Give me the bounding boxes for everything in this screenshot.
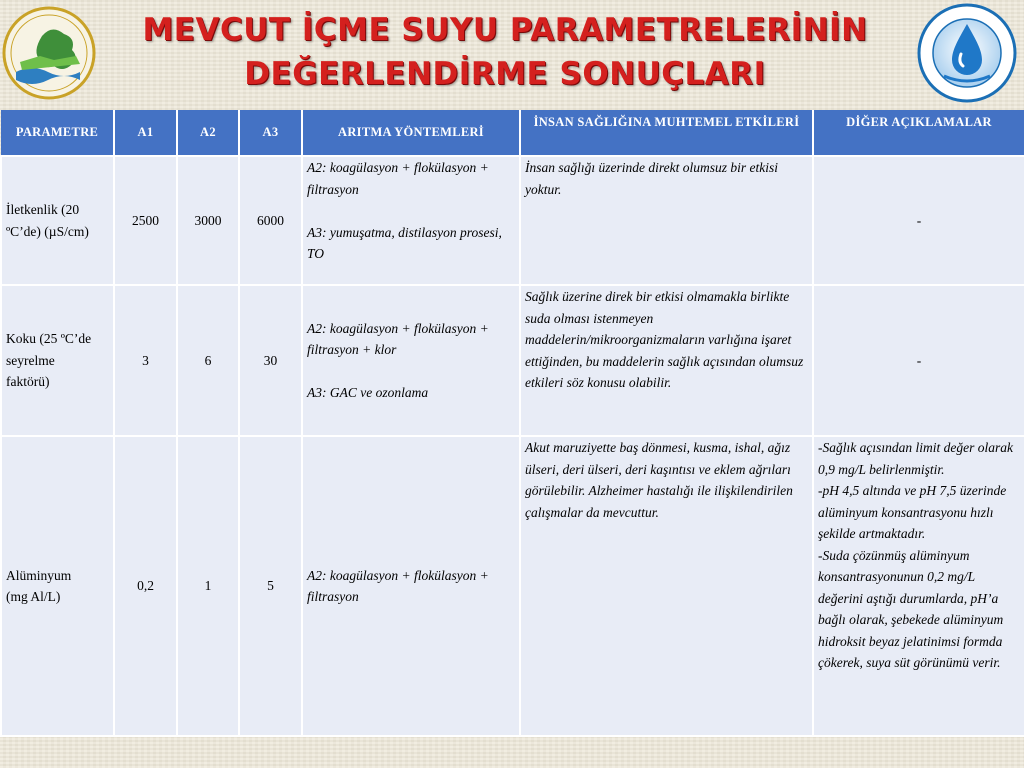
- ministry-logo: [2, 6, 96, 100]
- header-a1: A1: [114, 110, 177, 156]
- header-a3: A3: [239, 110, 302, 156]
- aritma-cell: A2: koagülasyon + flokülasyon + filtrasyon A3: yumuşatma, distilasyon prosesi, TO: [302, 156, 520, 285]
- diger-cell: -Sağlık açısından limit değer olarak 0,9 mg/L belirlenmiştir. -pH 4,5 altında ve pH 7,5 üzerinde alüminyum konsantrasyonu hızlı şekilde artmaktadır. -Suda çözünmüş alüminyum konsantrasyonunun 0,2 mg/L değerini aştığı durumlarda, pH’a bağlı olarak, şebekede alüminyum hidroksit beyaz jelatinimsi formda çökerek, suya süt görünümü verir.: [813, 436, 1024, 736]
- a1-cell: 0,2: [114, 436, 177, 736]
- diger-cell: -: [813, 285, 1024, 436]
- page-title: [100, 8, 910, 96]
- aritma-cell: A2: koagülasyon + flokülasyon + filtrasyon + klor A3: GAC ve ozonlama: [302, 285, 520, 436]
- header-diger: DİĞER AÇIKLAMALAR: [813, 110, 1024, 156]
- a2-cell: 1: [177, 436, 239, 736]
- a3-cell: 5: [239, 436, 302, 736]
- table-row: [1, 156, 1024, 285]
- aritma-cell: A2: koagülasyon + flokülasyon + filtrasyon: [302, 436, 520, 736]
- saglik-cell: Sağlık üzerine direk bir etkisi olmamakla birlikte suda olması istenmeyen maddelerin/mikroorganizmaların varlığına işaret ettiğinden, bu maddelerin sağlık açısından olumsuz etkileri söz konusu olabilir.: [520, 285, 813, 436]
- header-parametre: PARAMETRE: [1, 110, 114, 156]
- su-yonetimi-logo: [914, 2, 1020, 104]
- param-cell: Koku (25 ºC’de seyrelme faktörü): [1, 285, 114, 436]
- a2-cell: 6: [177, 285, 239, 436]
- saglik-cell: İnsan sağlığı üzerinde direkt olumsuz bir etkisi yoktur.: [520, 156, 813, 285]
- diger-cell: -: [813, 156, 1024, 285]
- a1-cell: 3: [114, 285, 177, 436]
- a1-cell: 2500: [114, 156, 177, 285]
- a3-cell: 6000: [239, 156, 302, 285]
- saglik-cell: Akut maruziyette baş dönmesi, kusma, ishal, ağız ülseri, deri ülseri, deri kaşıntısı ve eklem ağrıları görülebilir. Alzheimer hastalığı ile ilişkilendirilen çalışmalar da mevcuttur.: [520, 436, 813, 736]
- header-aritma: ARITMA YÖNTEMLERİ: [302, 110, 520, 156]
- title-line-2: DEĞERLENDİRME SONUÇLARI: [244, 56, 766, 92]
- a2-cell: 3000: [177, 156, 239, 285]
- param-cell: Alüminyum (mg Al/L): [1, 436, 114, 736]
- slide-header: [0, 0, 1024, 104]
- parameters-table: [0, 110, 1024, 737]
- table-row: [1, 285, 1024, 436]
- header-saglik: İNSAN SAĞLIĞINA MUHTEMEL ETKİLERİ: [520, 110, 813, 156]
- table-row: [1, 436, 1024, 736]
- title-line-1: MEVCUT İÇME SUYU PARAMETRELERİNİN: [142, 12, 868, 48]
- a3-cell: 30: [239, 285, 302, 436]
- param-cell: İletkenlik (20 ºC’de) (µS/cm): [1, 156, 114, 285]
- header-a2: A2: [177, 110, 239, 156]
- table-header-row: [1, 110, 1024, 156]
